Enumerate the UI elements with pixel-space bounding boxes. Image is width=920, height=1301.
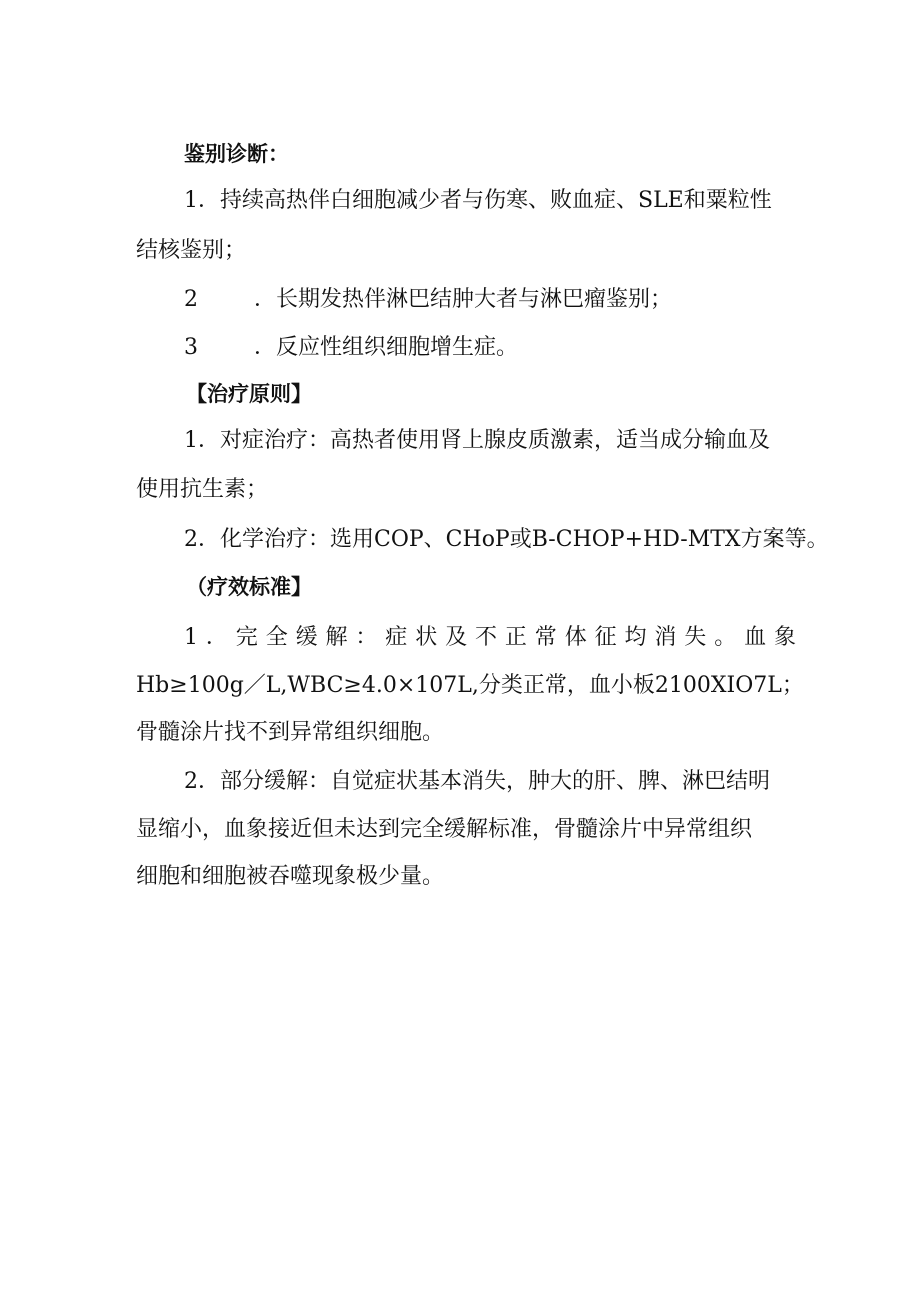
efficacy-item-2-line-3: 细胞和细胞被吞噬现象极少量。 (136, 864, 445, 889)
differential-item-3-text: ．反应性组织细胞增生症。 (254, 335, 519, 360)
efficacy-item-1-line-2: Hb≥100g／L,WBC≥4.0×107L,分类正常，血小板2100XIO7L； (136, 673, 804, 698)
treatment-item-1-line-1: 1．对症治疗：高热者使用肾上腺皮质激素，适当成分输血及 (184, 428, 770, 453)
differential-diagnosis-heading: 鉴别诊断： (184, 142, 289, 166)
differential-item-1-line-2: 结核鉴别； (136, 238, 247, 263)
differential-item-2-number: 2 (184, 287, 198, 312)
differential-item-1-line-1: 1．持续高热伴白细胞减少者与伤寒、败血症、SLE和粟粒性 (184, 188, 772, 213)
differential-item-2 (136, 277, 844, 322)
treatment-principles-heading: 【治疗原则】 (186, 382, 312, 406)
differential-item-2-text: ．长期发热伴淋巴结肿大者与淋巴瘤鉴别； (254, 287, 673, 312)
differential-item-3 (136, 325, 844, 370)
efficacy-item-1-line-3: 骨髓涂片找不到异常组织细胞。 (136, 720, 445, 745)
treatment-item-2: 2．化学治疗：选用COP、CHoP或B-CHOP+HD-MTX方案等。 (184, 527, 829, 552)
differential-item-3-number: 3 (184, 335, 198, 360)
efficacy-item-2-line-2: 显缩小，血象接近但未达到完全缓解标准，骨髓涂片中异常组织 (136, 817, 753, 842)
efficacy-item-2-line-1: 2．部分缓解：自觉症状基本消失，肿大的肝、脾、淋巴结明 (184, 769, 770, 794)
efficacy-criteria-heading: （疗效标准】 (186, 575, 312, 599)
efficacy-item-1-line-1: 1．完全缓解：症状及不正常体征均消失。血象 (184, 625, 796, 650)
treatment-item-1-line-2: 使用抗生素； (136, 477, 269, 502)
